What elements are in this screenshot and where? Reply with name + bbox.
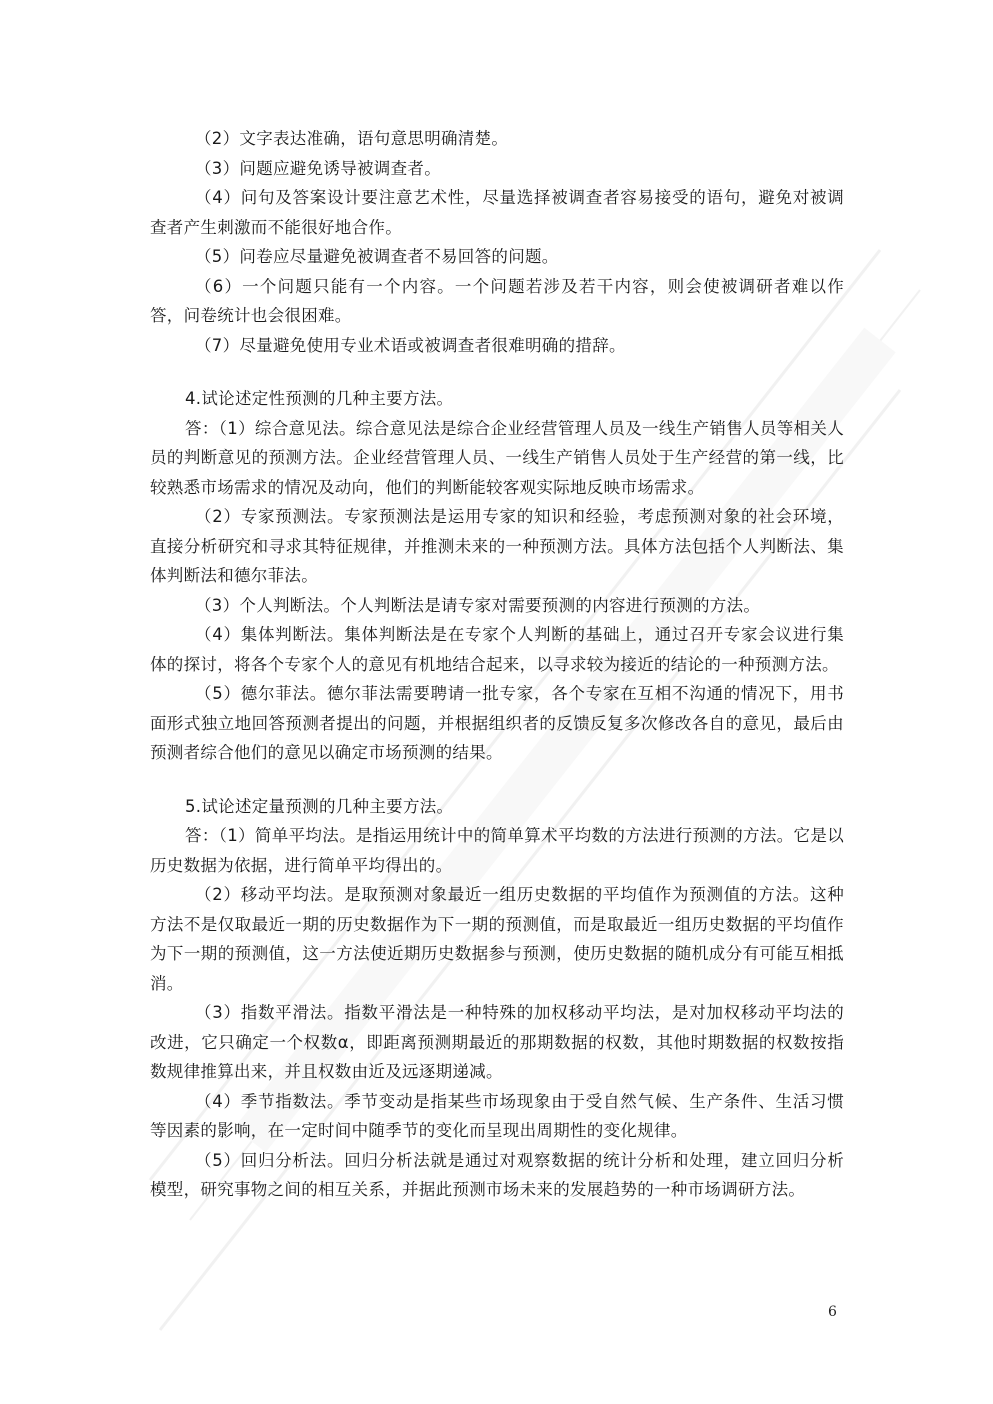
answer-paragraph: 答：（1）综合意见法。综合意见法是综合企业经营管理人员及一线生产销售人员等相关人员的判断意见的预测方法。企业经营管理人员、一线生产销售人员处于生产经营的第一线，比较熟悉市场需求的情况及动向，他们的判断能较客观实际地反映市场需求。 [150,418,844,497]
list-item: （6）一个问题只能有一个内容。一个问题若涉及若干内容，则会使被调研者难以作答，问卷统计也会很困难。 [150,276,844,325]
page-number: 6 [828,1304,837,1320]
answer-item: （2）移动平均法。是取预测对象最近一组历史数据的平均值作为预测值的方法。这种方法不是仅取最近一期的历史数据作为下一期的预测值，而是取最近一组历史数据的平均值作为下一期的预测值，这一方法使近期历史数据参与预测，使历史数据的随机成分有可能互相抵消。 [150,885,844,993]
question-heading: 4.试论述定性预测的几种主要方法。 [185,389,454,408]
list-item: （5）问卷应尽量避免被调查者不易回答的问题。 [195,247,559,266]
question-heading: 5.试论述定量预测的几种主要方法。 [185,796,454,816]
answer-item: （2）专家预测法。专家预测法是运用专家的知识和经验，考虑预测对象的社会环境，直接分析研究和寻求其特征规律，并推测未来的一种预测方法。具体方法包括个人判断法、集体判断法和德尔菲法。 [150,507,844,585]
answer-item: （4）集体判断法。集体判断法是在专家个人判断的基础上，通过召开专家会议进行集体的探讨，将各个专家个人的意见有机地结合起来，以寻求较为接近的结论的一种预测方法。 [150,625,844,674]
list-item: （7）尽量避免使用专业术语或被调查者很难明确的措辞。 [195,335,626,355]
answer-item: （5）回归分析法。回归分析法就是通过对观察数据的统计分析和处理，建立回归分析模型，研究事物之间的相互关系，并据此预测市场未来的发展趋势的一种市场调研方法。 [150,1150,844,1199]
answer-item: （4）季节指数法。季节变动是指某些市场现象由于受自然气候、生产条件、生活习惯等因素的影响，在一定时间中随季节的变化而呈现出周期性的变化规律。 [150,1091,844,1140]
list-item: （2）文字表达准确，语句意思明确清楚。 [195,129,509,148]
answer-paragraph: 答：（1）简单平均法。是指运用统计中的简单算术平均数的方法进行预测的方法。它是以历史数据为依据，进行简单平均得出的。 [150,826,844,875]
answer-item: （3）个人判断法。个人判断法是请专家对需要预测的内容进行预测的方法。 [195,595,761,615]
list-item: （3）问题应避免诱导被调查者。 [195,158,441,178]
document-body [150,124,844,1205]
answer-item: （3）指数平滑法。指数平滑法是一种特殊的加权移动平均法，是对加权移动平均法的改进，它只确定一个权数α，即距离预测期最近的那期数据的权数，其他时期数据的权数按指数规律推算出来，并且权数由近及远逐期递减。 [150,1003,844,1081]
answer-item: （5）德尔菲法。德尔菲法需要聘请一批专家，各个专家在互相不沟通的情况下，用书面形式独立地回答预测者提出的问题，并根据组织者的反馈反复多次修改各自的意见，最后由预测者综合他们的意见以确定市场预测的结果。 [150,684,844,762]
list-item: （4）问句及答案设计要注意艺术性，尽量选择被调查者容易接受的语句，避免对被调查者产生刺激而不能很好地合作。 [150,188,844,237]
